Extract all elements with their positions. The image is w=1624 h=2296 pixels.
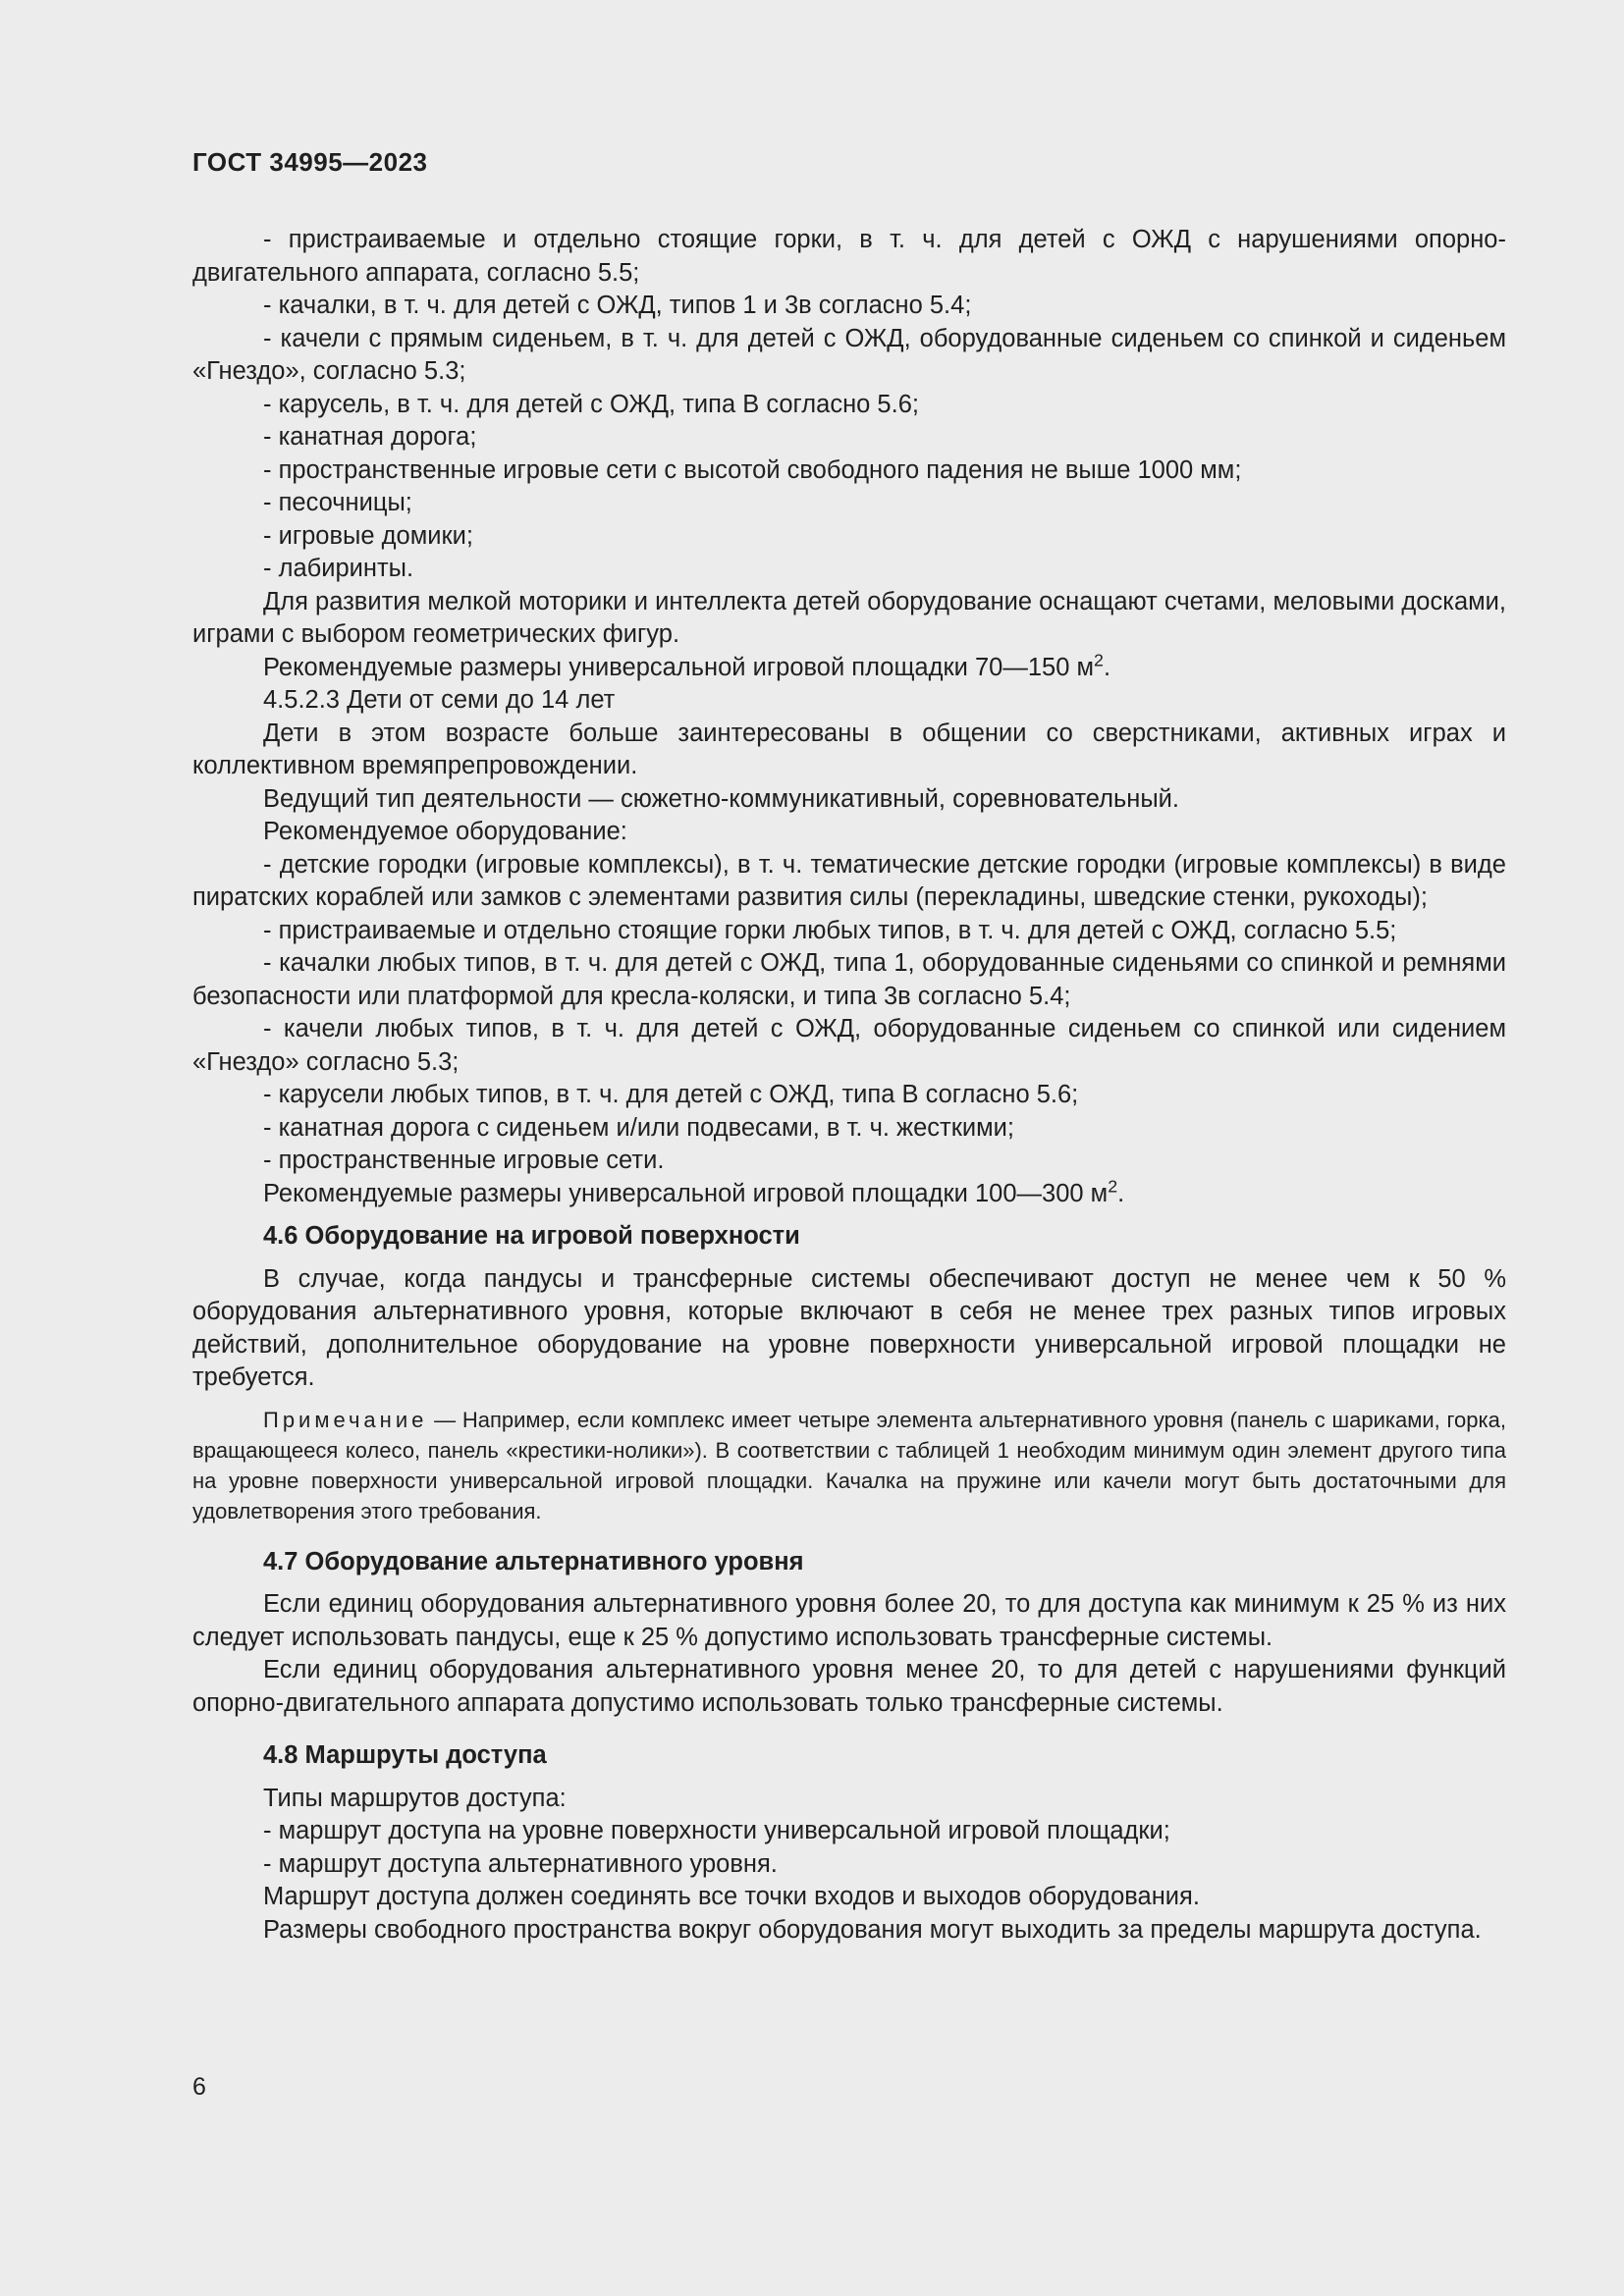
paragraph: - пристраиваемые и отдельно стоящие горки, в т. ч. для детей с ОЖД с нарушениями опорно-двигательного аппарата, согласно 5.5; <box>192 226 1506 287</box>
document-header-title: ГОСТ 34995—2023 <box>192 147 428 177</box>
paragraph: Дети в этом возрасте больше заинтересованы в общении со сверстниками, активных играх и коллективном времяпрепровождении. <box>192 719 1506 779</box>
paragraph: - пространственные игровые сети с высотой свободного падения не выше 1000 мм; <box>263 455 1242 484</box>
list-item: - карусели любых типов, в т. ч. для детей с ОЖД, типа В согласно 5.6; <box>263 1081 1079 1108</box>
note-label: Примечание <box>263 1407 428 1432</box>
paragraph: Размеры свободного пространства вокруг оборудования могут выходить за пределы маршрута доступа. <box>263 1915 1482 1944</box>
paragraph: Если единиц оборудования альтернативного уровня менее 20, то для детей с нарушениями функций опорно-двигательного аппарата допустимо использовать только трансферные системы. <box>192 1656 1506 1717</box>
paragraph: - канатная дорога; <box>263 423 477 451</box>
period: . <box>1117 1179 1125 1207</box>
note-text: — Например, если комплекс имеет четыре элемента альтернативного уровня (панель с шариками, горка, вращающееся колесо, панель «крестики-нолики»). В соответствии с таблицей 1 необходим минимум один элемент другого типа на уровне поверхности универсальной игровой площадки. Качалка на пружине или качели могут быть достаточными для удовлетворения этого требования. <box>192 1407 1506 1523</box>
paragraph: Рекомендуемое оборудование: <box>263 818 627 845</box>
section-heading-4-8: 4.8 Маршруты доступа <box>263 1741 547 1769</box>
document-body <box>192 224 1506 1947</box>
area-size-text: Рекомендуемые размеры универсальной игровой площадки 100—300 м <box>263 1179 1109 1207</box>
subsection-title: 4.5.2.3 Дети от семи до 14 лет <box>263 686 616 714</box>
paragraph: - лабиринты. <box>263 555 414 582</box>
area-size-text: Рекомендуемые размеры универсальной игровой площадки 70—150 м <box>263 653 1094 681</box>
paragraph: - песочницы; <box>263 489 412 516</box>
superscript: 2 <box>1108 1176 1118 1196</box>
paragraph-area-size <box>192 652 1506 685</box>
list-item: - детские городки (игровые комплексы), в т. ч. тематические детские городки (игровые комплексы) в виде пиратских кораблей или замков с элементами развития силы (перекладины, шведские стенки, рукоходы); <box>192 850 1506 911</box>
list-item: - качели любых типов, в т. ч. для детей с ОЖД, оборудованные сиденьем со спинкой или сидением «Гнездо» согласно 5.3; <box>192 1015 1506 1076</box>
list-item: - пространственные игровые сети. <box>263 1147 665 1174</box>
paragraph: - карусель, в т. ч. для детей с ОЖД, типа В согласно 5.6; <box>263 390 919 418</box>
paragraph: В случае, когда пандусы и трансферные системы обеспечивают доступ не менее чем к 50 % оборудования альтернативного уровня, которые включают в себя не менее трех разных типов игровых действий, дополнительное оборудование на уровне поверхности универсальной игровой площадки не требуется. <box>192 1264 1506 1391</box>
page-number: 6 <box>192 2073 206 2101</box>
paragraph-area-size <box>192 1178 1506 1211</box>
list-item: - пристраиваемые и отдельно стоящие горки любых типов, в т. ч. для детей с ОЖД, согласно 5.5; <box>263 916 1397 944</box>
paragraph: - качели с прямым сиденьем, в т. ч. для детей с ОЖД, оборудованные сиденьем со спинкой и сиденьем «Гнездо», согласно 5.3; <box>192 324 1506 385</box>
section-heading-4-7: 4.7 Оборудование альтернативного уровня <box>263 1547 804 1575</box>
paragraph: Типы маршрутов доступа: <box>263 1784 567 1812</box>
list-item: - качалки любых типов, в т. ч. для детей с ОЖД, типа 1, оборудованные сиденьями со спинкой и ремнями безопасности или платформой для кресла-коляски, и типа 3в согласно 5.4; <box>192 949 1506 1010</box>
paragraph: - игровые домики; <box>263 521 473 550</box>
superscript: 2 <box>1094 650 1104 669</box>
note <box>192 1405 1506 1526</box>
paragraph: Если единиц оборудования альтернативного уровня более 20, то для доступа как минимум к 25 % из них следует использовать пандусы, еще к 25 % допустимо использовать трансферные системы. <box>192 1590 1506 1651</box>
paragraph: Для развития мелкой моторики и интеллекта детей оборудование оснащают счетами, меловыми досками, играми с выбором геометрических фигур. <box>192 587 1506 648</box>
paragraph: - качалки, в т. ч. для детей с ОЖД, типов 1 и 3в согласно 5.4; <box>263 292 972 319</box>
section-heading-4-6: 4.6 Оборудование на игровой поверхности <box>263 1222 800 1250</box>
paragraph: Маршрут доступа должен соединять все точки входов и выходов оборудования. <box>263 1883 1200 1910</box>
list-item: - канатная дорога с сиденьем и/или подвесами, в т. ч. жесткими; <box>263 1113 1014 1142</box>
list-item: - маршрут доступа на уровне поверхности универсальной игровой площадки; <box>263 1817 1170 1844</box>
paragraph: Ведущий тип деятельности — сюжетно-коммуникативный, соревновательный. <box>263 784 1180 813</box>
list-item: - маршрут доступа альтернативного уровня. <box>263 1849 778 1878</box>
period: . <box>1103 653 1111 681</box>
